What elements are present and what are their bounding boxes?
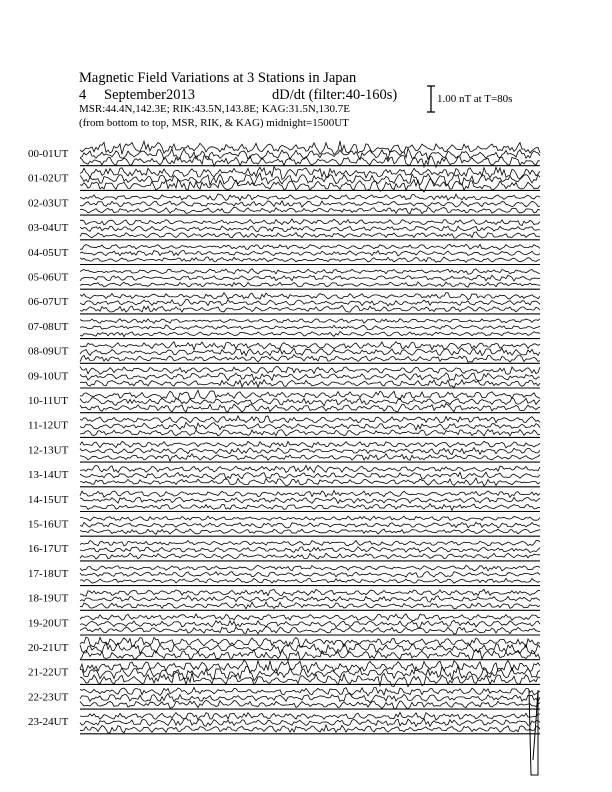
hour-label: 23-24UT [28,716,69,729]
trace-msr [80,454,540,461]
hour-row-12-13UT [28,441,540,462]
trace-rik [80,694,540,703]
trace-rik [80,547,540,553]
trace-rik [80,275,540,281]
hour-label: 19-20UT [28,617,69,630]
trace-msr [80,504,540,511]
hour-label: 00-01UT [28,148,69,160]
trace-rik [80,497,540,503]
hour-row-00-01UT [28,141,540,167]
hour-label: 18-19UT [28,592,69,605]
trace-rik [80,373,540,381]
trace-msr [80,578,540,583]
scale-bar [427,86,435,112]
trace-kag [80,541,540,547]
hour-label: 11-12UT [28,419,68,432]
trace-msr [80,553,540,559]
hour-label: 09-10UT [28,370,69,383]
trace-msr [80,602,540,609]
trace-kag [80,589,540,596]
trace-msr [80,429,540,436]
trace-rik [80,398,540,406]
trace-kag [80,319,540,324]
hour-label: 01-02UT [28,172,69,185]
hour-row-17-18UT [28,565,540,585]
hour-row-10-11UT [28,390,540,412]
hour-row-18-19UT [28,589,540,610]
trace-rik [80,148,540,159]
trace-rik [80,299,540,306]
trace-kag [80,465,540,472]
hour-row-19-20UT [28,614,540,635]
trace-msr [80,627,540,634]
trace-rik [80,348,540,356]
hour-label: 05-06UT [28,271,69,284]
trace-rik [80,422,540,430]
trace-msr [80,282,540,287]
hour-label: 21-22UT [28,666,69,679]
trace-rik [80,251,540,256]
trace-kag [80,712,540,720]
trace-rik [80,596,540,603]
hour-label: 08-09UT [28,345,69,358]
hour-label: 07-08UT [28,320,69,333]
hour-row-13-14UT [28,465,540,487]
date-day: 4 [79,87,87,103]
trace-msr [80,207,540,213]
trace-kag [80,688,540,696]
hour-row-04-05UT [28,244,540,264]
hour-label: 10-11UT [28,395,68,407]
trace-msr [80,257,540,262]
trace-rik [80,572,540,578]
trace-msr [80,404,540,412]
trace-rik [80,522,540,528]
hour-label: 12-13UT [28,444,69,457]
date-month-year: September2013 [104,87,196,103]
chart-title: Magnetic Field Variations at 3 Stations in Japan [79,70,357,86]
trace-rik [80,226,540,232]
trace-kag [80,416,540,423]
trace-spike [529,690,538,775]
hour-label: 06-07UT [28,296,69,309]
hour-label: 20-21UT [28,642,69,654]
hour-row-05-06UT [28,269,540,290]
trace-kag [80,441,540,448]
hour-label: 14-15UT [28,493,69,506]
trace-rik [80,472,540,479]
hour-row-16-17UT [28,541,540,561]
quantity-filter: dD/dt (filter:40-160s) [272,87,398,103]
hour-row-09-10UT [28,366,540,388]
hour-row-22-23UT [28,688,540,710]
station-coordinates: MSR:44.4N,142.3E; RIK:43.5N,143.8E; KAG:31.5N,130.7E [79,103,351,115]
hour-label: 22-23UT [28,691,69,704]
hour-row-03-04UT [28,219,540,240]
hour-label: 02-03UT [28,197,69,210]
trace-kag [80,516,540,521]
trace-msr [80,725,540,733]
trace-kag [80,194,540,201]
hour-row-20-21UT [28,637,540,661]
trace-msr [80,478,540,486]
hour-label: 03-04UT [28,222,69,235]
hour-row-21-22UT [28,660,540,686]
trace-kag [80,366,540,374]
trace-rik [80,718,540,726]
scale-bar-label: 1.00 nT at T=80s [437,93,513,105]
trace-rik [80,620,540,627]
trace-rik [80,201,540,207]
trace-msr [80,305,540,312]
trace-msr [80,332,540,337]
trace-rik [80,325,540,330]
trace-kag [80,565,540,571]
hour-label: 17-18UT [28,567,69,580]
trace-msr [80,380,540,388]
hour-row-15-16UT [28,516,540,536]
trace-kag [80,219,540,226]
trace-kag [80,244,540,249]
hour-row-08-09UT [28,342,540,364]
trace-msr [80,232,540,238]
trace-kag [80,342,540,350]
hour-row-14-15UT [28,491,540,512]
trace-rik [80,448,540,455]
hour-row-02-03UT [28,194,540,215]
hour-row-01-02UT [28,167,540,192]
trace-msr [80,355,540,363]
station-order-note: (from bottom to top, MSR, RIK, & KAG) midnight=1500UT [79,117,349,129]
hour-row-23-24UT [28,712,540,734]
hour-label: 04-05UT [28,246,69,259]
trace-kag [80,614,540,621]
hour-label: 15-16UT [28,518,69,531]
hour-label: 13-14UT [28,469,69,482]
trace-kag [80,660,540,674]
trace-kag [80,269,540,275]
hour-row-06-07UT [28,293,540,314]
hour-row-07-08UT [28,319,540,339]
trace-kag [80,390,540,400]
trace-kag [80,491,540,498]
trace-msr [80,700,540,709]
trace-kag [80,293,540,300]
trace-rik [80,173,540,186]
trace-msr [80,529,540,535]
hour-row-11-12UT [28,416,540,438]
hour-label: 16-17UT [28,543,69,556]
